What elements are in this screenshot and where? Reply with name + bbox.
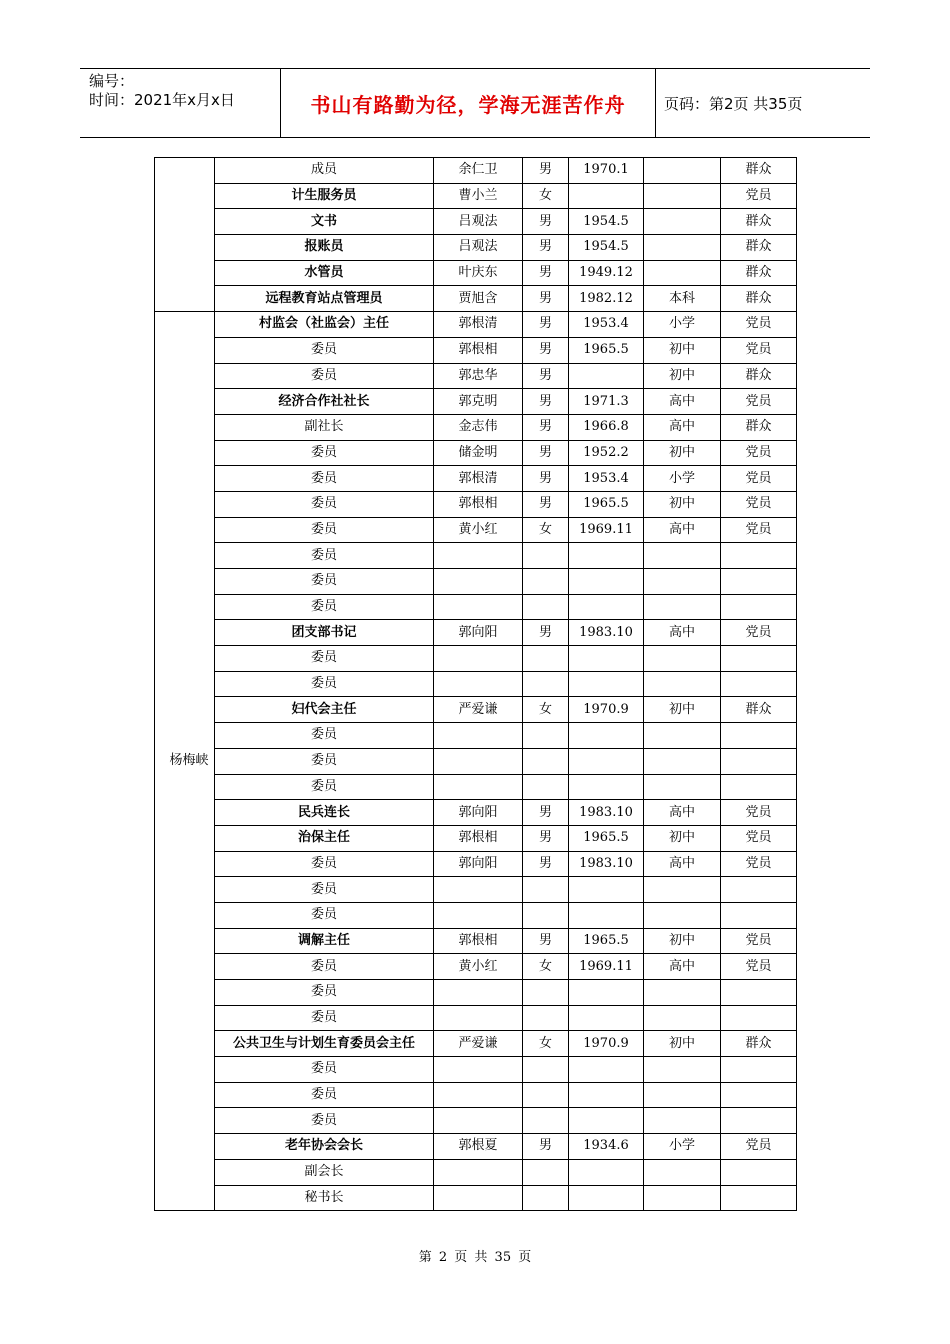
- member-name: 郭根清: [434, 312, 523, 338]
- member-education: [644, 1005, 721, 1031]
- member-political-status: 党员: [721, 1134, 797, 1160]
- member-position: 村监会（社监会）主任: [215, 312, 434, 338]
- member-gender: [523, 543, 569, 569]
- member-name: 余仁卫: [434, 158, 523, 184]
- member-education: 初中: [644, 928, 721, 954]
- member-birth-date: [569, 594, 644, 620]
- member-gender: 男: [523, 466, 569, 492]
- member-gender: 男: [523, 851, 569, 877]
- village-name: 杨梅峡: [169, 753, 209, 769]
- member-gender: [523, 774, 569, 800]
- member-gender: [523, 748, 569, 774]
- member-position: 妇代会主任: [215, 697, 434, 723]
- member-position: 报账员: [215, 235, 434, 261]
- member-birth-date: 1983.10: [569, 620, 644, 646]
- member-gender: 男: [523, 158, 569, 184]
- member-birth-date: 1971.3: [569, 389, 644, 415]
- member-birth-date: 1934.6: [569, 1134, 644, 1160]
- member-name: 郭向阳: [434, 800, 523, 826]
- table-row: [155, 800, 797, 826]
- table-row: [155, 877, 797, 903]
- member-name: [434, 569, 523, 595]
- member-gender: [523, 723, 569, 749]
- member-education: [644, 1159, 721, 1185]
- member-birth-date: [569, 671, 644, 697]
- member-position: 远程教育站点管理员: [215, 286, 434, 312]
- member-education: [644, 748, 721, 774]
- member-birth-date: 1965.5: [569, 337, 644, 363]
- member-political-status: 党员: [721, 851, 797, 877]
- member-position: 委员: [215, 440, 434, 466]
- member-birth-date: 1970.9: [569, 1031, 644, 1057]
- member-education: [644, 646, 721, 672]
- member-political-status: 党员: [721, 928, 797, 954]
- member-political-status: [721, 594, 797, 620]
- member-political-status: 党员: [721, 389, 797, 415]
- member-gender: 男: [523, 440, 569, 466]
- member-political-status: [721, 1057, 797, 1083]
- member-gender: 男: [523, 363, 569, 389]
- member-position: 委员: [215, 851, 434, 877]
- member-birth-date: 1966.8: [569, 414, 644, 440]
- member-gender: 男: [523, 928, 569, 954]
- member-name: [434, 902, 523, 928]
- member-position: 副会长: [215, 1159, 434, 1185]
- table-row: [155, 517, 797, 543]
- member-education: [644, 902, 721, 928]
- table-row: [155, 1185, 797, 1211]
- personnel-table-body: [155, 158, 797, 1211]
- member-education: [644, 543, 721, 569]
- member-gender: [523, 1005, 569, 1031]
- member-gender: 男: [523, 389, 569, 415]
- member-birth-date: 1949.12: [569, 260, 644, 286]
- table-row: [155, 389, 797, 415]
- member-position: 委员: [215, 363, 434, 389]
- member-gender: 男: [523, 800, 569, 826]
- member-name: [434, 1057, 523, 1083]
- member-gender: 男: [523, 312, 569, 338]
- member-name: 黄小红: [434, 954, 523, 980]
- table-row: [155, 825, 797, 851]
- member-education: [644, 1082, 721, 1108]
- member-name: [434, 1108, 523, 1134]
- member-position: 委员: [215, 1082, 434, 1108]
- table-row: [155, 491, 797, 517]
- member-gender: [523, 1082, 569, 1108]
- member-education: 初中: [644, 491, 721, 517]
- table-row: [155, 1159, 797, 1185]
- member-education: [644, 1057, 721, 1083]
- member-gender: 男: [523, 337, 569, 363]
- member-name: 储金明: [434, 440, 523, 466]
- member-position: 团支部书记: [215, 620, 434, 646]
- document-number-label: 编号：: [89, 72, 135, 90]
- table-row: [155, 1082, 797, 1108]
- member-position: 调解主任: [215, 928, 434, 954]
- member-name: [434, 1185, 523, 1211]
- member-position: 委员: [215, 877, 434, 903]
- member-name: [434, 980, 523, 1006]
- table-row: [155, 723, 797, 749]
- member-position: 委员: [215, 902, 434, 928]
- table-row: [155, 851, 797, 877]
- member-gender: 男: [523, 209, 569, 235]
- member-political-status: [721, 877, 797, 903]
- member-education: 初中: [644, 697, 721, 723]
- member-education: 初中: [644, 337, 721, 363]
- member-political-status: 党员: [721, 620, 797, 646]
- member-name: 郭根相: [434, 928, 523, 954]
- member-gender: [523, 1185, 569, 1211]
- member-political-status: [721, 902, 797, 928]
- member-gender: [523, 980, 569, 1006]
- member-political-status: 群众: [721, 209, 797, 235]
- member-political-status: 党员: [721, 517, 797, 543]
- member-position: 民兵连长: [215, 800, 434, 826]
- member-birth-date: 1969.11: [569, 517, 644, 543]
- member-political-status: 群众: [721, 260, 797, 286]
- member-position: 治保主任: [215, 825, 434, 851]
- member-name: 严爱谦: [434, 1031, 523, 1057]
- member-political-status: [721, 646, 797, 672]
- personnel-table: [154, 157, 797, 1211]
- member-political-status: [721, 671, 797, 697]
- member-gender: [523, 646, 569, 672]
- village-cell: [155, 158, 215, 312]
- member-birth-date: 1953.4: [569, 312, 644, 338]
- member-education: [644, 183, 721, 209]
- member-position: 委员: [215, 671, 434, 697]
- member-education: 本科: [644, 286, 721, 312]
- member-gender: 男: [523, 260, 569, 286]
- member-political-status: 群众: [721, 697, 797, 723]
- table-row: [155, 337, 797, 363]
- member-gender: [523, 1159, 569, 1185]
- table-row: [155, 414, 797, 440]
- member-name: 吕观法: [434, 209, 523, 235]
- member-position: 委员: [215, 1005, 434, 1031]
- member-birth-date: [569, 1057, 644, 1083]
- member-birth-date: 1954.5: [569, 209, 644, 235]
- member-name: 郭根夏: [434, 1134, 523, 1160]
- member-political-status: [721, 1005, 797, 1031]
- member-position: 委员: [215, 748, 434, 774]
- member-political-status: [721, 774, 797, 800]
- member-education: [644, 209, 721, 235]
- member-birth-date: 1953.4: [569, 466, 644, 492]
- member-political-status: 党员: [721, 312, 797, 338]
- member-position: 委员: [215, 491, 434, 517]
- member-name: [434, 1005, 523, 1031]
- member-political-status: 党员: [721, 466, 797, 492]
- member-birth-date: [569, 183, 644, 209]
- member-education: 小学: [644, 466, 721, 492]
- table-row: [155, 209, 797, 235]
- member-birth-date: 1965.5: [569, 491, 644, 517]
- member-birth-date: 1965.5: [569, 825, 644, 851]
- member-political-status: 党员: [721, 183, 797, 209]
- member-birth-date: [569, 1185, 644, 1211]
- member-education: [644, 260, 721, 286]
- table-row: [155, 235, 797, 261]
- table-row: [155, 183, 797, 209]
- table-row: [155, 748, 797, 774]
- member-birth-date: [569, 723, 644, 749]
- member-education: 高中: [644, 800, 721, 826]
- member-gender: [523, 671, 569, 697]
- table-row: [155, 158, 797, 184]
- member-name: [434, 594, 523, 620]
- member-birth-date: [569, 980, 644, 1006]
- member-gender: 女: [523, 954, 569, 980]
- member-gender: [523, 594, 569, 620]
- member-position: 委员: [215, 594, 434, 620]
- member-position: 副社长: [215, 414, 434, 440]
- member-political-status: [721, 1159, 797, 1185]
- member-position: 委员: [215, 1108, 434, 1134]
- member-education: 初中: [644, 825, 721, 851]
- member-birth-date: [569, 543, 644, 569]
- member-name: 叶庆东: [434, 260, 523, 286]
- member-education: [644, 877, 721, 903]
- member-political-status: [721, 569, 797, 595]
- member-position: 委员: [215, 543, 434, 569]
- member-political-status: [721, 748, 797, 774]
- member-birth-date: [569, 1108, 644, 1134]
- table-row: [155, 1031, 797, 1057]
- member-name: 黄小红: [434, 517, 523, 543]
- member-name: [434, 646, 523, 672]
- member-position: 公共卫生与计划生育委员会主任: [215, 1031, 434, 1057]
- member-political-status: 党员: [721, 440, 797, 466]
- member-birth-date: 1965.5: [569, 928, 644, 954]
- member-education: [644, 980, 721, 1006]
- member-political-status: 党员: [721, 954, 797, 980]
- member-birth-date: 1969.11: [569, 954, 644, 980]
- member-birth-date: 1970.9: [569, 697, 644, 723]
- member-political-status: [721, 1108, 797, 1134]
- member-education: 小学: [644, 312, 721, 338]
- table-row: [155, 286, 797, 312]
- member-position: 水管员: [215, 260, 434, 286]
- table-row: [155, 902, 797, 928]
- member-education: 高中: [644, 517, 721, 543]
- member-birth-date: [569, 569, 644, 595]
- member-education: [644, 774, 721, 800]
- page-header: [80, 68, 870, 138]
- member-political-status: [721, 1185, 797, 1211]
- member-political-status: [721, 723, 797, 749]
- table-row: [155, 954, 797, 980]
- member-position: 委员: [215, 466, 434, 492]
- member-gender: 女: [523, 1031, 569, 1057]
- member-education: [644, 723, 721, 749]
- member-name: 郭根清: [434, 466, 523, 492]
- table-row: [155, 1005, 797, 1031]
- table-row: [155, 260, 797, 286]
- member-name: 贾旭含: [434, 286, 523, 312]
- member-political-status: [721, 1082, 797, 1108]
- member-education: 初中: [644, 1031, 721, 1057]
- member-name: 郭根相: [434, 337, 523, 363]
- member-gender: 女: [523, 517, 569, 543]
- member-education: [644, 569, 721, 595]
- member-political-status: [721, 980, 797, 1006]
- member-education: 小学: [644, 1134, 721, 1160]
- member-education: 高中: [644, 851, 721, 877]
- member-political-status: 群众: [721, 1031, 797, 1057]
- member-gender: 男: [523, 235, 569, 261]
- member-name: 严爱谦: [434, 697, 523, 723]
- table-row: [155, 363, 797, 389]
- member-gender: [523, 569, 569, 595]
- member-birth-date: [569, 1082, 644, 1108]
- member-name: 金志伟: [434, 414, 523, 440]
- table-row: [155, 569, 797, 595]
- member-name: 曹小兰: [434, 183, 523, 209]
- member-position: 秘书长: [215, 1185, 434, 1211]
- member-name: [434, 1082, 523, 1108]
- member-political-status: 群众: [721, 286, 797, 312]
- member-position: 经济合作社社长: [215, 389, 434, 415]
- member-political-status: 党员: [721, 800, 797, 826]
- header-page-label: 页码：第2页 共35页: [664, 94, 803, 113]
- table-row: [155, 928, 797, 954]
- member-education: 高中: [644, 389, 721, 415]
- village-cell: [155, 312, 215, 1211]
- member-political-status: 党员: [721, 491, 797, 517]
- table-row: [155, 774, 797, 800]
- member-name: [434, 723, 523, 749]
- member-education: [644, 235, 721, 261]
- member-name: 吕观法: [434, 235, 523, 261]
- member-education: 初中: [644, 440, 721, 466]
- member-position: 老年协会会长: [215, 1134, 434, 1160]
- member-birth-date: 1982.12: [569, 286, 644, 312]
- member-education: [644, 1185, 721, 1211]
- member-political-status: 群众: [721, 235, 797, 261]
- member-education: [644, 671, 721, 697]
- member-gender: 女: [523, 183, 569, 209]
- member-gender: [523, 902, 569, 928]
- member-education: 高中: [644, 414, 721, 440]
- table-row: [155, 312, 797, 338]
- member-birth-date: [569, 363, 644, 389]
- member-political-status: 党员: [721, 825, 797, 851]
- member-political-status: 党员: [721, 337, 797, 363]
- member-name: [434, 774, 523, 800]
- table-row: [155, 671, 797, 697]
- member-name: 郭向阳: [434, 620, 523, 646]
- table-row: [155, 646, 797, 672]
- member-birth-date: [569, 646, 644, 672]
- document-time-label: 时间：2021年x月x日: [89, 91, 235, 109]
- member-birth-date: 1952.2: [569, 440, 644, 466]
- member-position: 委员: [215, 980, 434, 1006]
- member-gender: 男: [523, 414, 569, 440]
- table-row: [155, 980, 797, 1006]
- member-birth-date: [569, 774, 644, 800]
- member-political-status: [721, 543, 797, 569]
- member-position: 委员: [215, 723, 434, 749]
- member-name: 郭克明: [434, 389, 523, 415]
- member-name: 郭忠华: [434, 363, 523, 389]
- member-education: 高中: [644, 954, 721, 980]
- member-birth-date: [569, 902, 644, 928]
- member-position: 委员: [215, 337, 434, 363]
- member-birth-date: [569, 748, 644, 774]
- member-position: 成员: [215, 158, 434, 184]
- member-position: 计生服务员: [215, 183, 434, 209]
- header-meta: [80, 69, 281, 137]
- member-name: [434, 1159, 523, 1185]
- member-political-status: 群众: [721, 414, 797, 440]
- member-name: [434, 543, 523, 569]
- member-birth-date: 1983.10: [569, 800, 644, 826]
- table-row: [155, 620, 797, 646]
- member-gender: [523, 1108, 569, 1134]
- member-position: 委员: [215, 517, 434, 543]
- member-birth-date: [569, 1159, 644, 1185]
- member-name: 郭根相: [434, 825, 523, 851]
- member-position: 委员: [215, 1057, 434, 1083]
- member-name: 郭根相: [434, 491, 523, 517]
- header-motto: 书山有路勤为径，学海无涯苦作舟: [281, 69, 656, 137]
- table-row: [155, 440, 797, 466]
- page-footer: 第 2 页 共 35 页: [418, 1250, 532, 1265]
- member-education: 初中: [644, 363, 721, 389]
- member-name: 郭向阳: [434, 851, 523, 877]
- member-education: [644, 1108, 721, 1134]
- member-position: 文书: [215, 209, 434, 235]
- member-political-status: 群众: [721, 158, 797, 184]
- table-row: [155, 1134, 797, 1160]
- member-position: 委员: [215, 569, 434, 595]
- member-birth-date: 1970.1: [569, 158, 644, 184]
- member-birth-date: 1954.5: [569, 235, 644, 261]
- table-row: [155, 697, 797, 723]
- member-position: 委员: [215, 646, 434, 672]
- member-position: 委员: [215, 774, 434, 800]
- table-row: [155, 594, 797, 620]
- table-row: [155, 466, 797, 492]
- table-row: [155, 1108, 797, 1134]
- member-gender: 男: [523, 286, 569, 312]
- member-name: [434, 748, 523, 774]
- member-birth-date: 1983.10: [569, 851, 644, 877]
- table-row: [155, 543, 797, 569]
- table-row: [155, 1057, 797, 1083]
- member-gender: 男: [523, 620, 569, 646]
- member-education: [644, 158, 721, 184]
- member-birth-date: [569, 877, 644, 903]
- member-name: [434, 671, 523, 697]
- member-name: [434, 877, 523, 903]
- member-political-status: 群众: [721, 363, 797, 389]
- member-gender: 女: [523, 697, 569, 723]
- member-position: 委员: [215, 954, 434, 980]
- member-education: 高中: [644, 620, 721, 646]
- member-gender: 男: [523, 1134, 569, 1160]
- member-gender: 男: [523, 491, 569, 517]
- member-birth-date: [569, 1005, 644, 1031]
- member-gender: [523, 877, 569, 903]
- member-gender: [523, 1057, 569, 1083]
- member-gender: 男: [523, 825, 569, 851]
- member-education: [644, 594, 721, 620]
